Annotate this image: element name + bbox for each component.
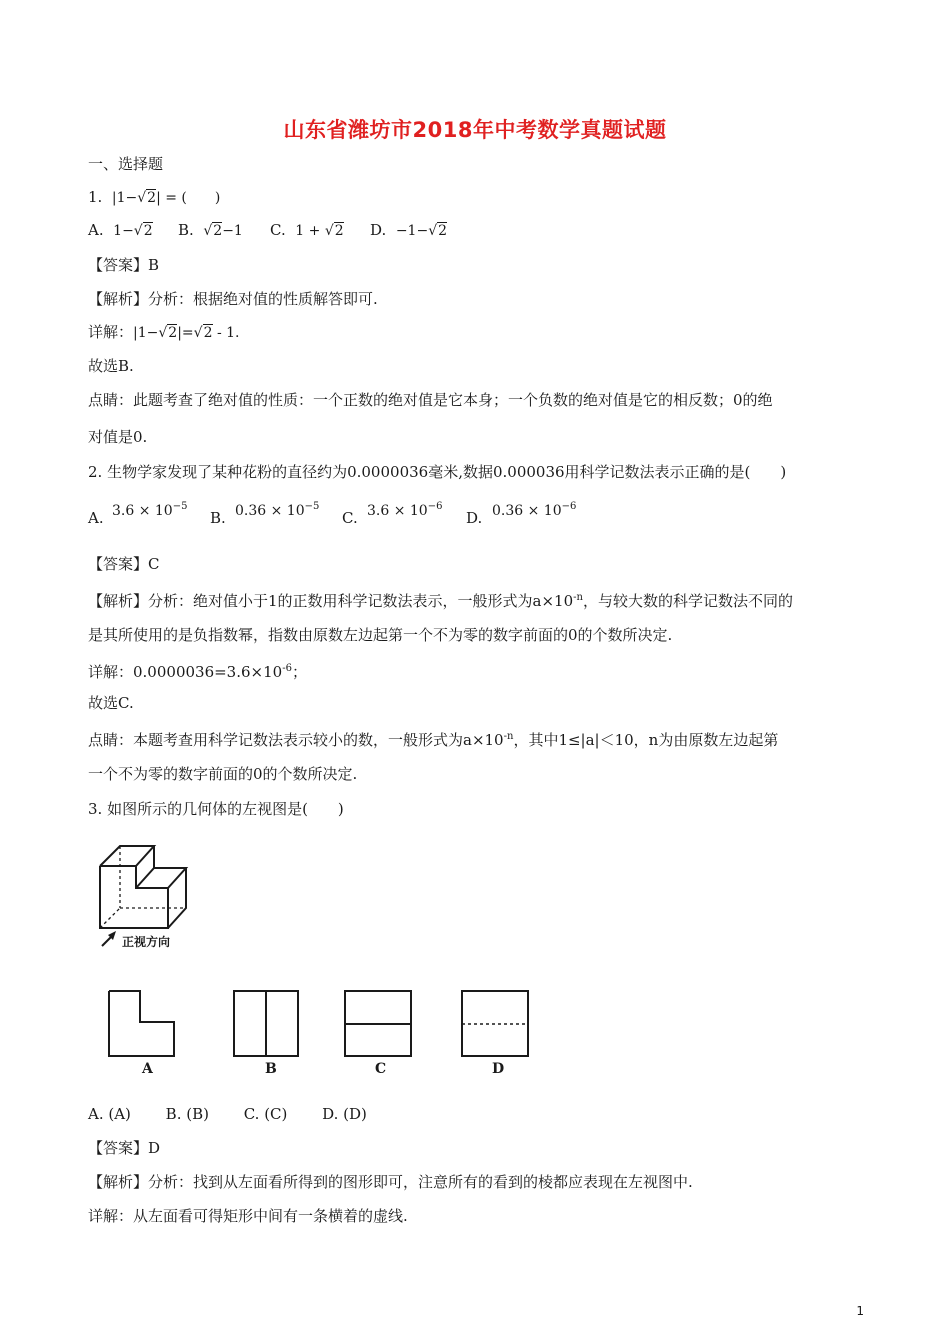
q2-remark-line1: 点睛：本题考查用科学记数法表示较小的数，一般形式为$a\times 10^{-n}$，其中1≤|a|＜10，n为由原数左边起第 bbox=[88, 731, 779, 749]
q3-analysis: 【解析】分析：找到从左面看所得到的图形即可，注意所有的看到的棱都应表现在左视图中. bbox=[88, 1173, 693, 1191]
q1-option-c: C. 1 + √2 bbox=[270, 221, 344, 239]
q1-analysis: 【解析】分析：根据绝对值的性质解答即可. bbox=[88, 290, 378, 308]
q1-option-d: D. −1−√2 bbox=[370, 221, 448, 239]
q1-remark-line1: 点睛：此题考查了绝对值的性质：一个正数的绝对值是它本身；一个负数的绝对值是它的相反数；0的绝 bbox=[88, 391, 773, 409]
q3-options: A. (A) B. (B) C. (C) D. (D) bbox=[88, 1105, 367, 1123]
q2-stem: 2. 生物学家发现了某种花粉的直径约为0.0000036毫米,数据0.000036用科学记数法表示正确的是( ) bbox=[88, 463, 787, 481]
q1-option-b: B. √2−1 bbox=[178, 221, 243, 239]
page-number: 1 bbox=[856, 1304, 864, 1318]
q2-option-b-letter: B. bbox=[210, 509, 226, 527]
q2-option-c-letter: C. bbox=[342, 509, 358, 527]
q1-stem: 1. |1−√2| = ( ) bbox=[88, 188, 221, 206]
view-d-label: D bbox=[492, 1061, 505, 1077]
q2-option-d-letter: D. bbox=[466, 509, 483, 527]
q2-option-b: $0.36 \times 10^{-5}$ bbox=[235, 501, 320, 519]
q1-remark-line2: 对值是0. bbox=[88, 428, 148, 446]
view-options-figure bbox=[100, 985, 540, 1080]
q3-answer: 【答案】D bbox=[88, 1139, 161, 1157]
q3-detail: 详解：从左面看可得矩形中间有一条横着的虚线. bbox=[88, 1207, 408, 1225]
q2-choose: 故选C. bbox=[88, 694, 134, 712]
q2-analysis-line1: 【解析】分析：绝对值小于1的正数用科学记数法表示，一般形式为$a\times 10^{-n}$，与较大数的科学记数法不同的 bbox=[88, 592, 793, 610]
q2-answer: 【答案】C bbox=[88, 555, 160, 573]
q2-option-d: $0.36 \times 10^{-6}$ bbox=[492, 501, 577, 519]
q1-detail: 详解：|1−√2|=√2 - 1. bbox=[88, 323, 240, 341]
q2-option-a-letter: A. bbox=[88, 509, 104, 527]
q1-option-a: A. 1−√2 bbox=[88, 221, 153, 239]
q2-remark-line2: 一个不为零的数字前面的0的个数所决定. bbox=[88, 765, 358, 783]
q3-stem: 3. 如图所示的几何体的左视图是( ) bbox=[88, 800, 344, 818]
section-heading: 一、选择题 bbox=[88, 155, 164, 173]
q2-detail: 详解：$0.0000036=3.6\times 10^{-6}$； bbox=[88, 663, 307, 681]
sqrt-symbol: √ bbox=[137, 190, 147, 206]
view-b-label: B bbox=[265, 1061, 277, 1077]
q2-option-a: $3.6 \times 10^{-5}$ bbox=[112, 501, 188, 519]
figure-caption: 正视方向 bbox=[122, 935, 171, 949]
q2-analysis-line2: 是其所使用的是负指数幂，指数由原数左边起第一个不为零的数字前面的0的个数所决定. bbox=[88, 626, 673, 644]
q1-answer: 【答案】B bbox=[88, 256, 160, 274]
page-title: 山东省潍坊市2018年中考数学真题试题 bbox=[283, 118, 667, 142]
q2-option-c: $3.6 \times 10^{-6}$ bbox=[367, 501, 443, 519]
q1-choose: 故选B. bbox=[88, 357, 134, 375]
view-a-shape bbox=[109, 991, 174, 1056]
view-c-label: C bbox=[375, 1061, 387, 1077]
view-a-label: A bbox=[142, 1061, 153, 1077]
